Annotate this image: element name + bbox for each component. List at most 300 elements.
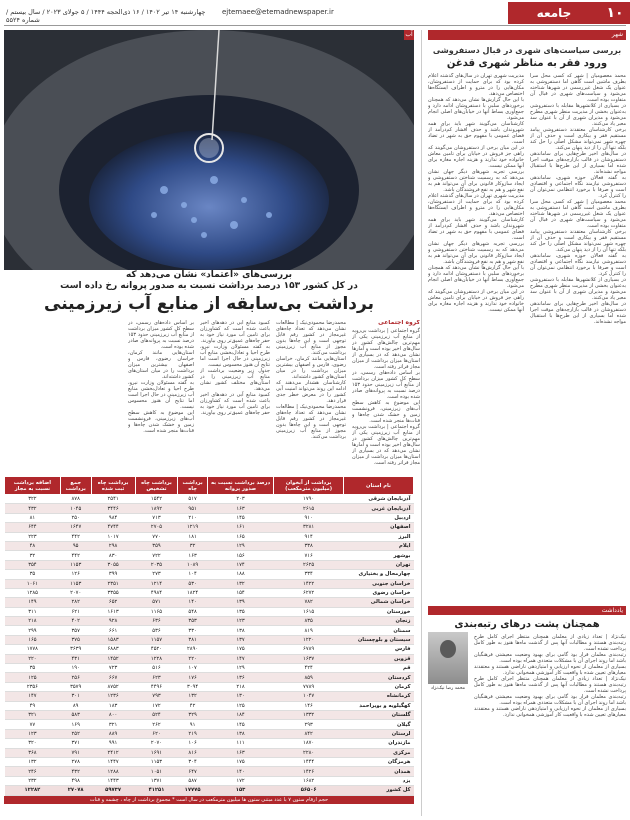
value-cell: ۱۰۵۱ [135, 767, 178, 776]
paragraph: با این حال گزارش‌ها نشان می‌دهد که همچنان برخوردهای سلبی با دستفروشان ادامه دارد و جمع‌آوری بساط آنها در خیابان‌های اصلی انجام می‌شود. [428, 97, 524, 121]
table-row [5, 729, 414, 738]
table-row [5, 551, 414, 560]
value-cell: ۴۷۴۴ [91, 523, 135, 532]
column-header: درصد برداشت نسبت به صدور پروانه [207, 477, 273, 495]
byline: گروه اجتماعی [378, 320, 420, 326]
value-cell: ۱۸۲۴ [178, 588, 208, 597]
value-cell: ۷۹۳ [135, 692, 178, 701]
value-cell: ۱۰۴۵ [60, 504, 91, 513]
value-cell: ۱۶۳ [207, 748, 273, 757]
value-cell: ۶۲۷۲ [274, 588, 344, 597]
value-cell: ۸۴۲ [274, 729, 344, 738]
province-cell: لرستان [344, 729, 414, 738]
value-cell: ۶۴۷ [178, 767, 208, 776]
value-cell: ۸۵۹ [274, 673, 344, 682]
author-photo [428, 632, 468, 684]
value-cell: ۵۴۸ [178, 607, 208, 616]
value-cell: ۶۵۲ [91, 598, 135, 607]
value-cell: ۲۱۰ [178, 513, 208, 522]
value-cell: ۲۲۰ [178, 654, 208, 663]
paragraph: در این میان برخی از دستفروشان می‌گویند که راهی جز فروش در خیابان برای تامین معاش خانواده خود ندارند و هزینه اجاره مغازه برای آنها ممکن نیست. [428, 289, 524, 313]
paragraph: بسیاری از معلمان از نحوه ارزیابی و امتیازدهی ناراضی هستند و معتقدند معیارهای تعیین شده با واقعیت کار آموزشی همخوانی ندارد. [474, 706, 626, 718]
value-cell: ۳۵ [5, 664, 61, 673]
value-cell: ۱۲۳۶ [91, 692, 135, 701]
value-cell: ۱۴۰ [178, 598, 208, 607]
value-cell: ۱۰۴۷ [274, 692, 344, 701]
value-cell: ۶۳۶ [135, 617, 178, 626]
province-cell: زنجان [344, 617, 414, 626]
well-illustration [4, 30, 414, 270]
value-cell: ۱۵۴۲ [135, 495, 178, 504]
paragraph: کمبود منابع آبی در دهه‌های اخیر باعث شده است که کشاورزان برای تامین آب مورد نیاز خود به حفر چاه‌های عمیق‌تر روی بیاورند. [200, 320, 270, 344]
value-cell: ۳۰۵۵ [91, 560, 135, 569]
value-cell: ۱۵۴ [207, 588, 273, 597]
value-cell: ۱۵۳ [207, 786, 273, 795]
value-cell: ۱۴۵۲ [91, 654, 135, 663]
value-cell: ۱۲۵ [207, 701, 273, 710]
dateline: چهارشنبه ۱۴ تیر ۱۴۰۲ / ۱۶ ذی‌الحجه ۱۴۴۴ / ۵ جولای ۲۰۲۳ / سال بیستم / شماره ۵۵۲۴ [6, 8, 206, 24]
value-cell: ۱۴۰ [207, 767, 273, 776]
value-cell: ۷۱۳ [135, 513, 178, 522]
value-cell: ۲۹۹ [5, 626, 61, 635]
table-row [5, 645, 414, 654]
value-cell: ۱۰۸۹ [178, 560, 208, 569]
province-cell: یزد [344, 776, 414, 785]
city-headline: ورود فقر به مناظر شهری قدغن [446, 58, 608, 69]
table-row [5, 682, 414, 691]
value-cell: ۲۳۲ [5, 776, 61, 785]
table-row [5, 579, 414, 588]
value-cell: ۱۶۵ [207, 532, 273, 541]
value-cell: ۱۴۲۲ [274, 579, 344, 588]
province-cell: اصفهان [344, 523, 414, 532]
value-cell: ۳۲۲ [5, 495, 61, 504]
value-cell: ۳۳۰ [178, 626, 208, 635]
value-cell: ۴۴۲ [60, 532, 91, 541]
paragraph: جدول زیر وضعیت برداشت از منابع آب زیرزمینی را در استان‌های مختلف کشور نشان می‌دهد. [200, 368, 270, 392]
opinion-author: محمد رضا نیک‌نژاد [430, 686, 466, 691]
value-cell: ۱۶۳ [207, 504, 273, 513]
value-cell: ۹۲۸ [91, 617, 135, 626]
value-cell: ۱۷۲ [207, 776, 273, 785]
table-row [5, 654, 414, 663]
value-cell: ۲۸۹۰ [178, 645, 208, 654]
value-cell: ۱۴۶ [274, 701, 344, 710]
province-cell: خراسان رضوی [344, 588, 414, 597]
value-cell: ۱۲۲۸ [135, 654, 178, 663]
value-cell: ۱۳۸ [207, 626, 273, 635]
value-cell: ۱۳۲ [178, 692, 208, 701]
city-subtitle: بررسی سیاست‌های شهری در قبال دستفروشی [432, 46, 622, 55]
city-article [428, 30, 626, 816]
table-body [5, 495, 414, 796]
value-cell: ۱۱۵۳ [60, 560, 91, 569]
value-cell: ۱۲۵ [5, 673, 61, 682]
value-cell: ۳۵ [5, 570, 61, 579]
province-cell: چهارمحال و بختیاری [344, 570, 414, 579]
value-cell: ۲۲۰ [5, 654, 61, 663]
value-cell: ۱۴۷ [5, 692, 61, 701]
value-cell: ۷۸۲ [274, 598, 344, 607]
value-cell: ۱۱۵۷ [135, 635, 178, 644]
table-row [5, 495, 414, 504]
table-row [5, 710, 414, 719]
value-cell: ۱۸۴ [207, 710, 273, 719]
value-cell: ۱۶۹ [60, 720, 91, 729]
value-cell: ۲۱۸ [5, 617, 61, 626]
paragraph: محمدرضا محمودی‌نیک | مطالعات نشان می‌دهد که تعداد چاه‌های غیرمجاز در کشور رقم قابل توجهی است و این چاه‌ها بدون مجوز از منابع آب زیرزمینی برداشت می‌کنند. [276, 404, 346, 440]
value-cell: ۲۱۸ [207, 682, 273, 691]
email-link[interactable]: ejtemaee@etemadnewspaper.ir [222, 8, 334, 16]
value-cell: ۱۳۷ [207, 635, 273, 644]
table-row [5, 532, 414, 541]
value-cell: ۳۰۴ [178, 757, 208, 766]
value-cell: ۶۶۷ [91, 673, 135, 682]
page-header [0, 0, 630, 26]
main-col-3 [200, 320, 270, 470]
paragraph: مدیریت شهری تهران در سال‌های گذشته اعلام کرده بود که برای حمایت از دستفروشان، مکان‌هایی را در مترو و اطراف ایستگاه‌ها اختصاص می‌دهد. [428, 193, 524, 217]
province-cell: خراسان جنوبی [344, 579, 414, 588]
value-cell: ۲۷۰۵ [135, 523, 178, 532]
paragraph: استان‌هایی مانند کرمان، خراسان رضوی، فارس و اصفهان بیشترین میزان برداشت را در میان استان‌های کشور داشته‌اند. [276, 356, 346, 380]
paragraph: نیک‌نژاد | تعداد زیادی از معلمان همچنان منتظر اجرای کامل طرح رتبه‌بندی هستند و مطالبات آنها پس از گذشت ماه‌ها هنوز به طور کامل پرداخت نشده است. [474, 676, 626, 694]
value-cell: ۸۳۰ [91, 551, 135, 560]
value-cell: ۴۱۲۵۱ [135, 786, 178, 795]
value-cell: ۸۷۵۲ [91, 682, 135, 691]
paragraph: بررسی تجربه شهرهای دیگر جهان نشان می‌دهد که به رسمیت شناختن دستفروشی و ایجاد سازوکار قانونی برای آن می‌تواند هم به نفع شهر و هم به نفع فروشندگان باشد. [428, 169, 524, 193]
value-cell: ۴۳۲ [5, 504, 61, 513]
value-cell: ۸۱۹ [274, 626, 344, 635]
opinion-text [474, 634, 626, 814]
province-cell: آذربایجان غربی [344, 504, 414, 513]
well-photo [4, 30, 414, 270]
province-cell: اردبیل [344, 513, 414, 522]
value-cell: ۹۹۱ [91, 739, 135, 748]
paragraph: رتبه‌بندی معلمان قرار بود گامی برای بهبود وضعیت معیشتی فرهنگیان باشد اما روند اجرای آن با مشکلات متعددی همراه بوده است. [474, 652, 626, 664]
table-footnote: حجم ارقام ستون ۷ با عدد مبتنی ستون ها میلیون مترمکعب در سال است * مجموع برداشت از چاه ، چشمه و قنات [4, 796, 414, 804]
paragraph: بسیاری از معلمان از نحوه ارزیابی و امتیازدهی ناراضی هستند و معتقدند معیارهای تعیین شده با واقعیت کار آموزشی همخوانی ندارد. [474, 664, 626, 676]
value-cell: ۹۵۱ [178, 504, 208, 513]
table-row [5, 523, 414, 532]
province-cell: البرز [344, 532, 414, 541]
value-cell: ۸۱۶ [178, 748, 208, 757]
value-cell: ۳۵۳ [178, 617, 208, 626]
value-cell: ۱۹۰ [60, 664, 91, 673]
table-row [5, 541, 414, 550]
value-cell: ۳۶۳۹ [60, 645, 91, 654]
province-cell: کرمانشاه [344, 692, 414, 701]
value-cell: ۳۵۷ [60, 626, 91, 635]
column-header: جمع برداشت [60, 477, 91, 495]
province-cell: خراسان شمالی [344, 598, 414, 607]
value-cell: ۷۷۰ [135, 532, 178, 541]
column-header: اضافه برداشت نسبت به مجاز [5, 477, 61, 495]
table-row [5, 739, 414, 748]
value-cell: ۱۶۱۵ [274, 607, 344, 616]
table-total-row [5, 786, 414, 795]
value-cell: ۱۶۵ [5, 635, 61, 644]
table-row [5, 673, 414, 682]
value-cell: ۴۸ [5, 541, 61, 550]
value-cell: ۶۶۱ [91, 626, 135, 635]
province-cell: تهران [344, 560, 414, 569]
value-cell: ۱۷۶ [178, 673, 208, 682]
value-cell: ۱۲۹ [207, 664, 273, 673]
paragraph: به گفته فعالان حوزه شهری، ساماندهی دستفروشی نیازمند نگاه اجتماعی و اقتصادی است و صرفا با برخورد انتظامی نمی‌توان آن را کنترل کرد. [530, 175, 626, 199]
table-row [5, 757, 414, 766]
opinion-headline: همچنان پشت درهای رتبه‌بندی [454, 619, 600, 630]
value-cell: ۳۷۱ [60, 739, 91, 748]
province-cell: کردستان [344, 673, 414, 682]
province-cell: کرمان [344, 682, 414, 691]
paragraph: محمدرضا محمودی‌نیک | مطالعات نشان می‌دهد که تعداد چاه‌های غیرمجاز در کشور رقم قابل توجهی است و این چاه‌ها بدون مجوز از منابع آب زیرزمینی برداشت می‌کنند. [276, 320, 346, 356]
value-cell: ۸۱ [5, 513, 61, 522]
value-cell: ۳۲۱ [91, 720, 135, 729]
value-cell: ۲۶۱۵ [274, 504, 344, 513]
value-cell: ۷۲۲ [135, 551, 178, 560]
province-cell: گلستان [344, 710, 414, 719]
value-cell: ۱۴۴۷ [91, 757, 135, 766]
table-row [5, 748, 414, 757]
value-cell: ۲۵۲ [60, 729, 91, 738]
value-cell: ۴۹۸۴ [135, 588, 178, 597]
column-header: برداشت چاه تشخیص [135, 477, 178, 495]
table-row [5, 617, 414, 626]
table-row [5, 635, 414, 644]
value-cell: ۲۹۳ [274, 720, 344, 729]
value-cell: ۱۸۸ [207, 570, 273, 579]
value-cell: ۲۵۶ [60, 673, 91, 682]
value-cell: ۳۶۸ [5, 748, 61, 757]
table-row [5, 767, 414, 776]
value-cell: ۷۷ [5, 720, 61, 729]
value-cell: ۵۱۶ [135, 664, 178, 673]
paragraph: کمبود منابع آبی در دهه‌های اخیر باعث شده است که کشاورزان برای تامین آب مورد نیاز خود به حفر چاه‌های عمیق‌تر روی بیاورند. [200, 392, 270, 416]
value-cell: ۷۱۶ [274, 551, 344, 560]
paragraph: در سال‌های اخیر طرح‌هایی برای ساماندهی دستفروشان در قالب بازارچه‌های موقت اجرا شده اما بسیاری از این طرح‌ها با استقبال مواجه نشده‌اند. [530, 151, 626, 175]
value-cell: ۲۱۹ [178, 729, 208, 738]
value-cell: ۳۸۱ [178, 635, 208, 644]
value-cell: ۱۷۹۰ [274, 495, 344, 504]
value-cell: ۱۳۷۱ [135, 776, 178, 785]
value-cell: ۱۷۷۸ [5, 645, 61, 654]
table-header-row [5, 477, 414, 495]
main-col-2 [276, 320, 346, 470]
province-cell: سیستان و بلوچستان [344, 635, 414, 644]
table-row [5, 504, 414, 513]
value-cell: ۲۲۳ [5, 532, 61, 541]
value-cell: ۱۸۹۲ [135, 504, 178, 513]
paragraph: در این میان برخی از دستفروشان می‌گویند که راهی جز فروش در خیابان برای تامین معاش خانواده خود ندارند و هزینه اجاره مغازه برای آنها ممکن نیست. [428, 145, 524, 169]
paragraph: این موضوع به کاهش سطح آب‌های زیرزمینی، فرونشست زمین و خشک شدن چاه‌ها و قنات‌ها منجر شده است. [128, 410, 194, 434]
value-cell: ۵۳۶ [135, 626, 178, 635]
value-cell: ۲۰۳۵ [135, 560, 178, 569]
value-cell: ۴۵۲۰ [135, 645, 178, 654]
paragraph: رتبه‌بندی معلمان قرار بود گامی برای بهبود وضعیت معیشتی فرهنگیان باشد اما روند اجرای آن با مشکلات متعددی همراه بوده است. [474, 694, 626, 706]
value-cell: ۳۱۱ [5, 607, 61, 616]
value-cell: ۹۸۴ [91, 513, 135, 522]
value-cell: ۴۲ [178, 701, 208, 710]
province-cell: قزوین [344, 654, 414, 663]
value-cell: ۲۸۲ [60, 598, 91, 607]
value-cell: ۳۳۸ [274, 541, 344, 550]
value-cell: ۵۹۷۳۷ [91, 786, 135, 795]
value-cell: ۳۳۴ [274, 570, 344, 579]
value-cell: ۱۳۹ [207, 598, 273, 607]
paragraph: به گفته فعالان حوزه شهری، ساماندهی دستفروشی نیازمند نگاه اجتماعی و اقتصادی است و صرفا با برخورد انتظامی نمی‌توان آن را کنترل کرد. [530, 253, 626, 277]
value-cell: ۵۱۷ [178, 495, 208, 504]
value-cell: ۶۴۴ [5, 523, 61, 532]
table-row [5, 607, 414, 616]
paragraph: در سال‌های اخیر طرح‌هایی برای ساماندهی دستفروشان در قالب بازارچه‌های موقت اجرا شده اما بسیاری از این طرح‌ها با استقبال مواجه نشده‌اند. [530, 301, 626, 325]
value-cell: ۲۷۳ [135, 570, 178, 579]
paragraph: بر اساس داده‌های رسمی، در سطح کل کشور میزان برداشت از منابع آب زیرزمینی حدود ۱۵۳ درصد نسبت به پروانه‌های صادر شده بوده است. [352, 370, 420, 400]
province-cell: آذربایجان شرقی [344, 495, 414, 504]
table-row [5, 560, 414, 569]
paragraph: گروه اجتماعی | برداشت بی‌رویه از منابع آب زیرزمینی یکی از مهم‌ترین چالش‌های کشور در سال‌های اخیر بوده است و آمارها نشان می‌دهد که در بسیاری از استان‌ها میزان برداشت از میزان مجاز فراتر رفته است. [352, 328, 420, 370]
value-cell: ۶۲۱ [60, 607, 91, 616]
value-cell: ۳۵۴ [5, 560, 61, 569]
city-text-col-1 [530, 73, 626, 585]
value-cell: ۲۴۶ [5, 767, 61, 776]
value-cell: ۱۱۱ [207, 739, 273, 748]
province-cell: قم [344, 664, 414, 673]
value-cell: ۱۲۶ [60, 570, 91, 579]
value-cell: ۱۶۳۷ [274, 654, 344, 663]
value-cell: ۱۵۶ [207, 551, 273, 560]
value-cell: ۱۴۴۳ [91, 776, 135, 785]
value-cell: ۵۳۰ [178, 579, 208, 588]
opinion-kicker: یادداشت [428, 606, 626, 615]
province-cell: هرمزگان [344, 757, 414, 766]
paragraph: کارشناسان می‌گویند شهر باید برای همه شهروندان باشد و حذف اقشار کم‌درآمد از فضای عمومی با مفهوم حق به شهر در تضاد است. [428, 121, 524, 145]
value-cell: ۳۰۹۴ [178, 682, 208, 691]
value-cell: ۷۷۸۹ [274, 682, 344, 691]
value-cell: ۳۳۵۵ [91, 588, 135, 597]
value-cell: ۱۲۱۹ [178, 523, 208, 532]
value-cell: ۱۶۸۲ [274, 776, 344, 785]
value-cell: ۹۱ [178, 720, 208, 729]
column-header: برداشت از آبخوان (میلیون مترمکعب) [274, 477, 344, 495]
value-cell: ۳۲۹ [178, 710, 208, 719]
paragraph: به گفته مسئولان وزارت نیرو، طرح احیا و تعادل‌بخشی منابع آب زیرزمینی در حال اجرا است اما نتایج آن هنوز محسوس نیست. [200, 344, 270, 368]
value-cell: ۳۲۰ [5, 739, 61, 748]
value-cell: ۲۳۵۱ [91, 579, 135, 588]
value-cell: ۱۶۱ [207, 523, 273, 532]
province-cell: کهگیلویه و بویراحمد [344, 701, 414, 710]
value-cell: ۲۵۴۱ [91, 495, 135, 504]
value-cell: ۱۲۳ [207, 617, 273, 626]
paragraph: استان‌هایی مانند کرمان، خراسان رضوی، فارس و اصفهان بیشترین میزان برداشت را در میان استان‌های کشور داشته‌اند. [128, 350, 194, 380]
value-cell: ۱۱۵۳ [60, 579, 91, 588]
value-cell: ۹۱۰ [274, 513, 344, 522]
paragraph: در بسیاری از کلانشهرها مقابله با دستفروشی به‌عنوان بخشی از مدیریت منظر شهری مطرح می‌شود و مدیران شهری از آن با عنوان سد معبر یاد می‌کنند. [530, 103, 626, 127]
page-number: ۱۰ [600, 2, 630, 24]
province-cell: کل کشور [344, 786, 414, 795]
value-cell: ۳۴۴۶ [91, 504, 135, 513]
value-cell: ۳۵۹ [135, 541, 178, 550]
paragraph: بررسی تجربه شهرهای دیگر جهان نشان می‌دهد که به رسمیت شناختن دستفروشی و ایجاد سازوکار قانونی برای آن می‌تواند هم به نفع شهر و هم به نفع فروشندگان باشد. [428, 241, 524, 265]
value-cell: ۱۷۷۷۵ [178, 786, 208, 795]
value-cell: ۹۵ [60, 541, 91, 550]
province-cell: خوزستان [344, 607, 414, 616]
paragraph: محمد معصومیان | شهر که کسی محل سرا بطرف ماشین است گاهی اما دستفروشی به عنوان یک شغل غیررسمی در شهرها شناخته می‌شود و سیاست‌های شهری در قبال آن متفاوت بوده است. [530, 199, 626, 229]
table-row [5, 664, 414, 673]
province-cell: همدان [344, 767, 414, 776]
column-header: نام استان [344, 477, 414, 495]
paragraph: بر اساس داده‌های رسمی، در سطح کل کشور میزان برداشت از منابع آب زیرزمینی حدود ۱۵۳ درصد نسبت به پروانه‌های صادر شده بوده است. [128, 320, 194, 350]
table-row [5, 588, 414, 597]
value-cell: ۱۷۴ [207, 560, 273, 569]
value-cell: ۲۴۱۲ [91, 748, 135, 757]
table-row [5, 626, 414, 635]
value-cell: ۴۲۴ [274, 664, 344, 673]
value-cell: ۱۶۹۱ [135, 748, 178, 757]
value-cell: ۱۴۴۴ [274, 757, 344, 766]
main-subtitle: بررسی‌های «اعتماد» نشان می‌دهد که در کل کشور ۱۵۳ درصد برداشت نسبت به صدور پروانه رخ داده است [60, 270, 358, 291]
province-cell: گیلان [344, 720, 414, 729]
value-cell: ۱۴۵ [207, 720, 273, 729]
paragraph: برخی کارشناسان معتقدند دستفروشی پیامد مستقیم فقر و بیکاری است و حذف آن از چهره شهر نمی‌تواند مشکل اصلی را حل کند بلکه تنها آن را از دید پنهان می‌کند. [530, 229, 626, 253]
value-cell: ۴۰۲ [60, 617, 91, 626]
value-cell: ۲۶۲ [135, 720, 178, 729]
table-row [5, 776, 414, 785]
value-cell: ۷۲۳ [91, 664, 135, 673]
value-cell: ۴۳۱ [60, 654, 91, 663]
value-cell: ۱۴۷ [207, 654, 273, 663]
value-cell: ۳۷۵ [60, 635, 91, 644]
paragraph: کارشناسان هشدار می‌دهند که ادامه این روند می‌تواند امنیت آبی کشور را در معرض خطر جدی قرار دهد. [276, 380, 346, 404]
value-cell: ۵۸۳ [60, 710, 91, 719]
paragraph: مدیریت شهری تهران در سال‌های گذشته اعلام کرده بود که برای حمایت از دستفروشان، مکان‌هایی را در مترو و اطراف ایستگاه‌ها اختصاص می‌دهد. [428, 73, 524, 97]
column-header: برداشت چاه [178, 477, 208, 495]
value-cell: ۱۲۸۸ [91, 767, 135, 776]
value-cell: ۱۷۵ [207, 757, 273, 766]
value-cell: ۱۱۶۵ [135, 607, 178, 616]
value-cell: ۱۰۱۷ [91, 532, 135, 541]
province-cell: سمنان [344, 626, 414, 635]
value-cell: ۴۹۸ [60, 776, 91, 785]
value-cell: ۵۶۵۰۶ [274, 786, 344, 795]
value-cell: ۲۹۸ [91, 541, 135, 550]
value-cell: ۶۷۸۹ [274, 645, 344, 654]
value-cell: ۲۰۷۰ [135, 739, 178, 748]
value-cell: ۸۷۸ [60, 495, 91, 504]
paragraph: کارشناسان می‌گویند شهر باید برای همه شهروندان باشد و حذف اقشار کم‌درآمد از فضای عمومی با مفهوم حق به شهر در تضاد است. [428, 217, 524, 241]
value-cell: ۹۱۴ [274, 532, 344, 541]
value-cell: ۱۲۲۸۲ [5, 786, 61, 795]
column-divider [421, 30, 422, 816]
value-cell: ۲۲۸۰ [274, 748, 344, 757]
value-cell: ۸۹ [60, 701, 91, 710]
paragraph: گروه اجتماعی | برداشت بی‌رویه از منابع آب زیرزمینی یکی از مهم‌ترین چالش‌های کشور در سال‌های اخیر بوده است و آمارها نشان می‌دهد که در بسیاری از استان‌ها میزان برداشت از میزان مجاز فراتر رفته است. [352, 424, 420, 466]
value-cell: ۸۸۹ [91, 729, 135, 738]
province-cell: بوشهر [344, 551, 414, 560]
value-cell: ۱۸۳ [91, 701, 135, 710]
value-cell: ۲۷۰۷۸ [60, 786, 91, 795]
value-cell: ۱۸۱ [178, 532, 208, 541]
photo-tag: آب [405, 31, 413, 38]
value-cell: ۱۴۹ [5, 598, 61, 607]
province-cell: مرکزی [344, 748, 414, 757]
value-cell: ۱۳۲ [207, 579, 273, 588]
value-cell: ۱۶۱۳ [91, 607, 135, 616]
value-cell: ۲۰۳ [207, 495, 273, 504]
value-cell: ۱۳۶ [207, 673, 273, 682]
value-cell: ۱۴۵ [207, 513, 273, 522]
value-cell: ۱۳۵ [207, 607, 273, 616]
value-cell: ۲۶۲۵ [274, 560, 344, 569]
